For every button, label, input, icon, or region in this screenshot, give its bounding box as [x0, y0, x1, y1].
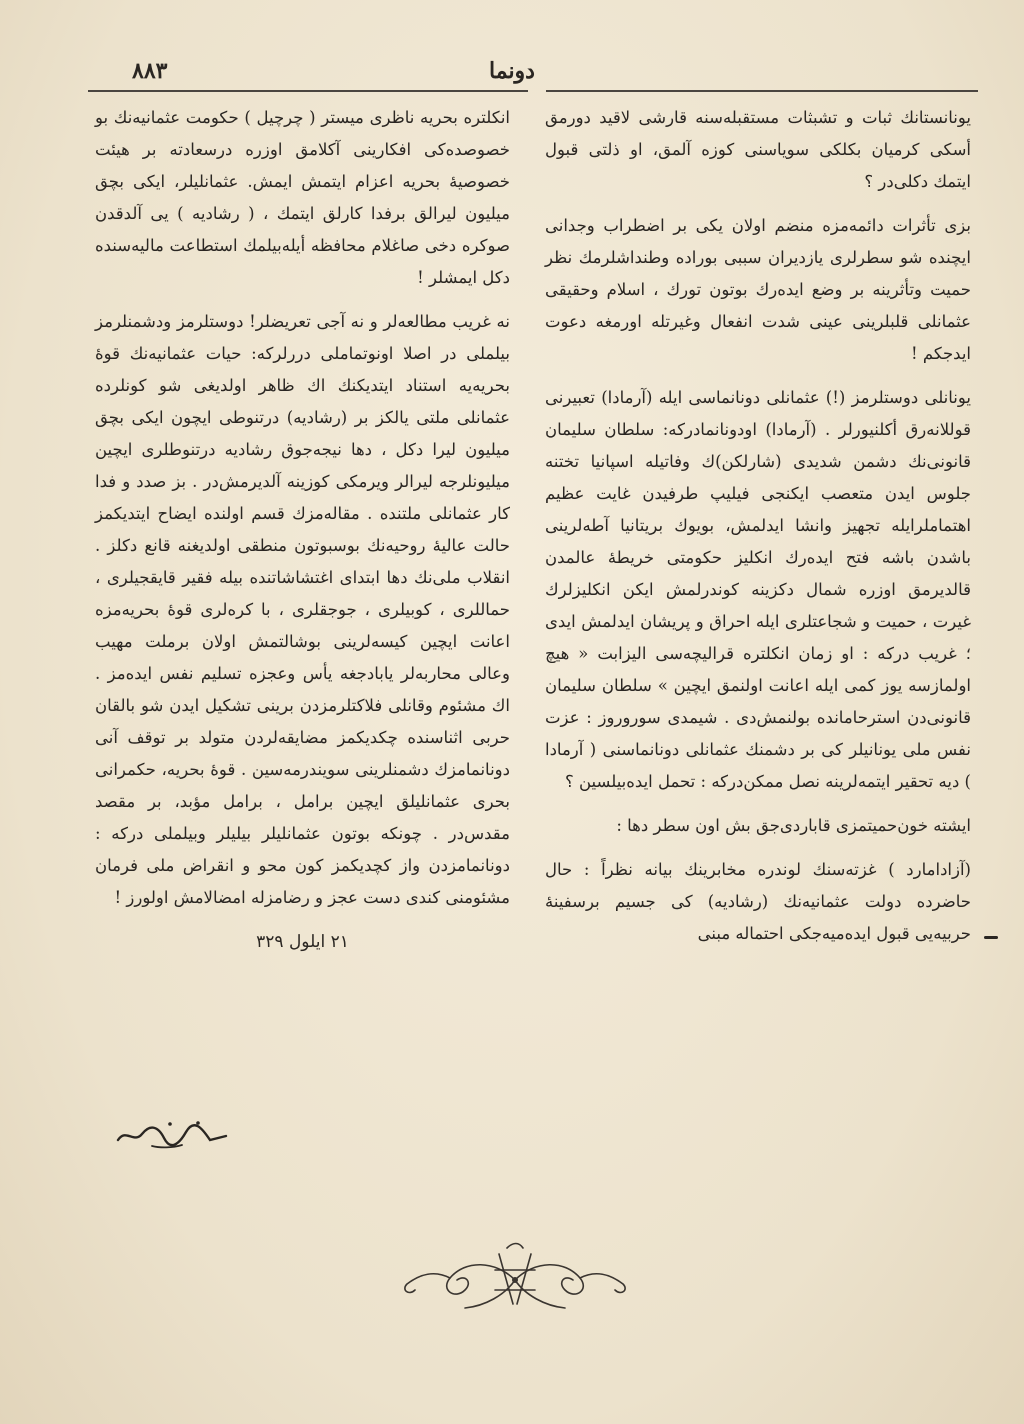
right-column — [545, 102, 971, 962]
page-mark — [984, 936, 998, 939]
paragraph: يونانلى دوستلرمز (!) عثمانلى دونانماسى ايله (آرمادا) تعبيرنى قوللانه‌رق أكلنيورلر . (آرمادا) اودونانمادركه: سلطان سليمان قانونى‌نك دشمن شديدى (شارلكن)ك وفاتيله اسپانيا تختنه جلوس ايدن متعصب ايكنجى فيليپ طرفيدن غايت عظيم اهتماملرايله تجهيز وانشا ايدلمش، بويوك بريتانيا آطه‌لرينى باشدن باشه فتح ايده‌رك انكليز حكومتى خريطهٔ عالمدن قالديرمق اوزره شمال دكزينه كوندرلمش ايكن انكليزلرك غيرت ، حميت و شجاعتلرى ايله احراق و پريشان ايدلمش ايدى ؛ غريب دركه : او زمان انكلتره قراليچه‌سى اليزابت « هيچ اولمازسه يوز كمى ايله اعانت اولنمق ايچين » سلطان سليمان قانونى‌دن استرحامانده بولنمش‌دى . شيمدى سوروروز : عزت نفس ملى يونانيلر كى بر دشمنك عثمانلى دونانماسنى ( آرمادا ) ديه تحقير ايتمه‌لرينه نصل ممكن‌دركه : تحمل ايده‌بيلسين ؟ — [545, 388, 971, 791]
paragraph: ايشته خون‌حميتمزى قاباردى‌جق بش اون سطر دها : — [616, 816, 971, 835]
paragraph: انكلتره بحريه ناظرى ميستر ( چرچيل ) حكومت عثمانيه‌نك بو خصوصده‌كى افكارينى آكلامق اوزره درسعادته بر هيئت خصوصيهٔ بحريه اعزام ايتمش ايمش. عثمانليلر، ايكى بچق ميليون ليرالق برفدا كارلق ايتمك ، ( رشاديه ) يى آلدقدن صوكره دخى صاغلام محافظه أيله‌بيلمك استطاعت ماليه‌سنده دكل ايمشلر ! — [95, 108, 510, 287]
paragraph: نه غريب مطالعه‌لر و نه آجى تعريضلر! دوستلرمز ودشمنلرمز بيلملى در اصلا اونوتماملى دررلركه: حيات عثمانيه‌نك قوهٔ بحريه‌يه استناد ايتديكنك اك ظاهر اولديغى شو كونلرده عثمانلى ملتى يالكز بر (رشاديه) درتنوطى ايچون ايكى بچق ميليون ليرا دكل ، دها نيجه‌جوق رشاديه درتنوطلرى ايچين ميليونلرجه ليرالر ويرمكى كوزينه آلديرمش‌در . بز صدد و فدا كار عثمانلى ملتنده . مقاله‌مزك قسم اولنده ايضاح ايتديكمز حالت عاليهٔ روحيه‌نك بوسبوتون منطقى اولديغنه قانع دكلز . انقلاب ملى‌نك دها ابتداى اغتشاشاتنده بيله فقير قايقجيلرى ، حماللرى ، كوبيلرى ، جوجقلرى ، با كره‌لرى قوهٔ بحريه‌مزه اعانت ايچين كيسه‌لرينى بوشالتمش اولان برملت مهيب وعالى محاربه‌لر يابادجغه يأس وعجزه تسليم نفس ايده‌مز . اك مشئوم وقانلى فلاكتلرمزدن برينى تشكيل ايدن شو بالقان حربى اثناسنده چكديكمز مضايقه‌لردن متولد بر توقف آنى دونانمامزك دشمنلرينى سويندرمه‌سين . قوهٔ بحريه، حكمرانى بحرى عثمانليلق ايچين برامل ، برامل مؤبد، بر مقصد مقدس‌در . چونكه بوتون عثمانليلر بيليلر وبيلملى دركه : دونانمامزدن واز كچديكمز كون محو و انقراض ملى فرمان مشئومنى كندى دست عجز و رضامزله امضالامش اولورز ! — [95, 312, 510, 907]
header-rule-left — [88, 90, 528, 92]
paragraph: (آزادامارد ) غزته‌سنك لوندره مخابرينك بيانه نظراً : حال حاضرده دولت عثمانيه‌نك (رشاديه) كى جسيم برسفينهٔ حربيه‌يى قبول ايده‌ميه‌جكى احتماله مبنى — [545, 860, 971, 943]
page-number: ٨٨٣ — [132, 58, 168, 84]
signature-handwritten — [112, 1118, 232, 1152]
article-date: ٢١ ايلول ٣٢٩ — [256, 932, 349, 952]
paragraph: يونانستانك ثبات و تشبثات مستقبله‌سنه قارشى لاقيد دورمق أسكى كرميان بكلكى سوياسنى كوزه آلمق، او ذلتى قبول ايتمك دكلى‌در ؟ — [545, 108, 971, 191]
page-header — [60, 58, 964, 92]
paragraph: بزى تأثرات دائمه‌مزه منضم اولان يكى بر اضطراب وجدانى ايچنده شو سطرلرى يازديران سببى بوراده وطنداشلرمك نظر حميت وتأثرينه بر وضع ايده‌رك بوتون تورك ، اسلام وحقيقى عثمانلى قلبلرينى عينى شدت انفعال وغيرتله اورمغه دعوت ايدجكم ! — [545, 216, 971, 363]
journal-title: دونما — [489, 58, 535, 84]
left-column — [95, 102, 510, 958]
header-rule-right — [546, 90, 978, 92]
decorative-ornament — [395, 1240, 635, 1320]
